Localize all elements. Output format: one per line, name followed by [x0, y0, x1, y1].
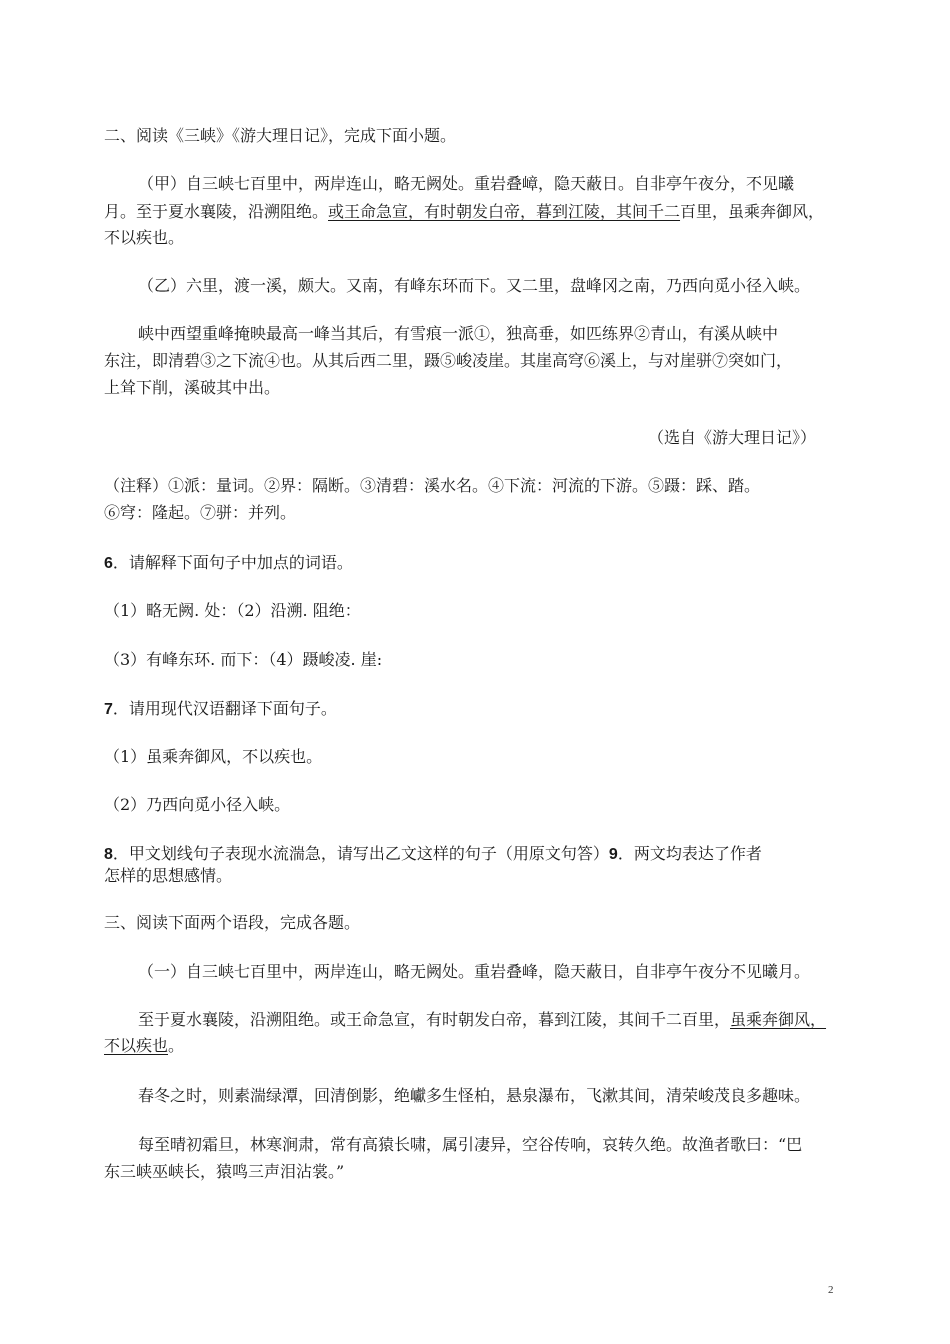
section-3-heading: 三、阅读下面两个语段，完成各题。: [104, 913, 361, 932]
notes-line-2: ⑥穹：隆起。⑦骈：并列。: [104, 503, 297, 522]
question-9-line-2: 怎样的思想感情。: [104, 866, 233, 885]
question-7: 7．请用现代汉语翻译下面句子。: [104, 699, 337, 718]
question-8-9: 8．甲文划线句子表现水流湍急，请写出乙文这样的句子（用原文句答）9．两文均表达了作者: [104, 844, 762, 863]
underlined-sentence: 或王命急宣，有时朝发白帝，暮到江陵，其间千二: [328, 202, 681, 221]
passage-b-line-1: （乙）六里，渡一溪，颇大。又南，有峰东环而下。又二里，盘峰冈之南，乃西向觅小径入峡。: [138, 276, 811, 295]
page-number: 2: [828, 1284, 834, 1296]
underlined-phrase-cont: 不以疾也: [104, 1036, 169, 1055]
passage-b-line-2: 峡中西望重峰掩映最高一峰当其后，有雪痕一派①，独高垂，如匹练界②青山，有溪从峡中: [138, 324, 779, 343]
notes-line-1: （注释）①派：量词。②界：隔断。③清碧：溪水名。④下流：河流的下游。⑤蹑：踩、踏。: [104, 476, 761, 495]
question-6-items-2: （3）有峰东环. 而下：（4）蹑峻凌. 崖:: [104, 650, 383, 669]
section-3-para-1: （一）自三峡七百里中，两岸连山，略无阙处。重岩叠峰，隐天蔽日，自非亭午夜分不见曦月。: [138, 962, 811, 981]
underlined-phrase: 虽乘奔御风，: [730, 1010, 827, 1029]
question-6-items-1: （1）略无阙. 处：（2）沿溯. 阻绝：: [104, 601, 361, 620]
section-2-heading: 二、阅读《三峡》《游大理日记》，完成下面小题。: [104, 126, 457, 145]
question-7-item-2: （2）乃西向觅小径入峡。: [104, 795, 291, 814]
passage-a-line-1: （甲）自三峡七百里中，两岸连山，略无阙处。重岩叠嶂，隐天蔽日。自非亭午夜分，不见曦: [138, 174, 795, 193]
section-3-para-4: 每至晴初霜旦，林寒涧肃，常有高猿长啸，属引凄异，空谷传响，哀转久绝。故渔者歌曰：“巴: [138, 1135, 803, 1154]
question-6: 6．请解释下面句子中加点的词语。: [104, 553, 353, 572]
section-3-para-4-cont: 东三峡巫峡长，猿鸣三声泪沾裳。”: [104, 1162, 345, 1181]
question-7-item-1: （1）虽乘奔御风，不以疾也。: [104, 747, 323, 766]
source-citation: （选自《游大理日记》）: [648, 428, 817, 447]
passage-b-line-4: 上耸下削，溪破其中出。: [104, 378, 281, 397]
passage-b-line-3: 东注，即清碧③之下流④也。从其后西二里，蹑⑤峻凌崖。其崖高穹⑥溪上，与对崖骈⑦突如门，: [104, 351, 793, 370]
section-3-para-3: 春冬之时，则素湍绿潭，回清倒影，绝巘多生怪柏，悬泉瀑布，飞漱其间，清荣峻茂良多趣味。: [138, 1086, 811, 1105]
passage-a-line-2: 月。至于夏水襄陵，沿溯阻绝。或王命急宣，有时朝发白帝，暮到江陵，其间千二百里，虽乘奔御风，: [104, 202, 825, 221]
section-3-para-2: 至于夏水襄陵，沿溯阻绝。或王命急宣，有时朝发白帝，暮到江陵，其间千二百里，虽乘奔御风，: [138, 1010, 827, 1029]
section-3-para-2-cont: 不以疾也。: [104, 1036, 185, 1055]
passage-a-line-3: 不以疾也。: [104, 228, 185, 247]
